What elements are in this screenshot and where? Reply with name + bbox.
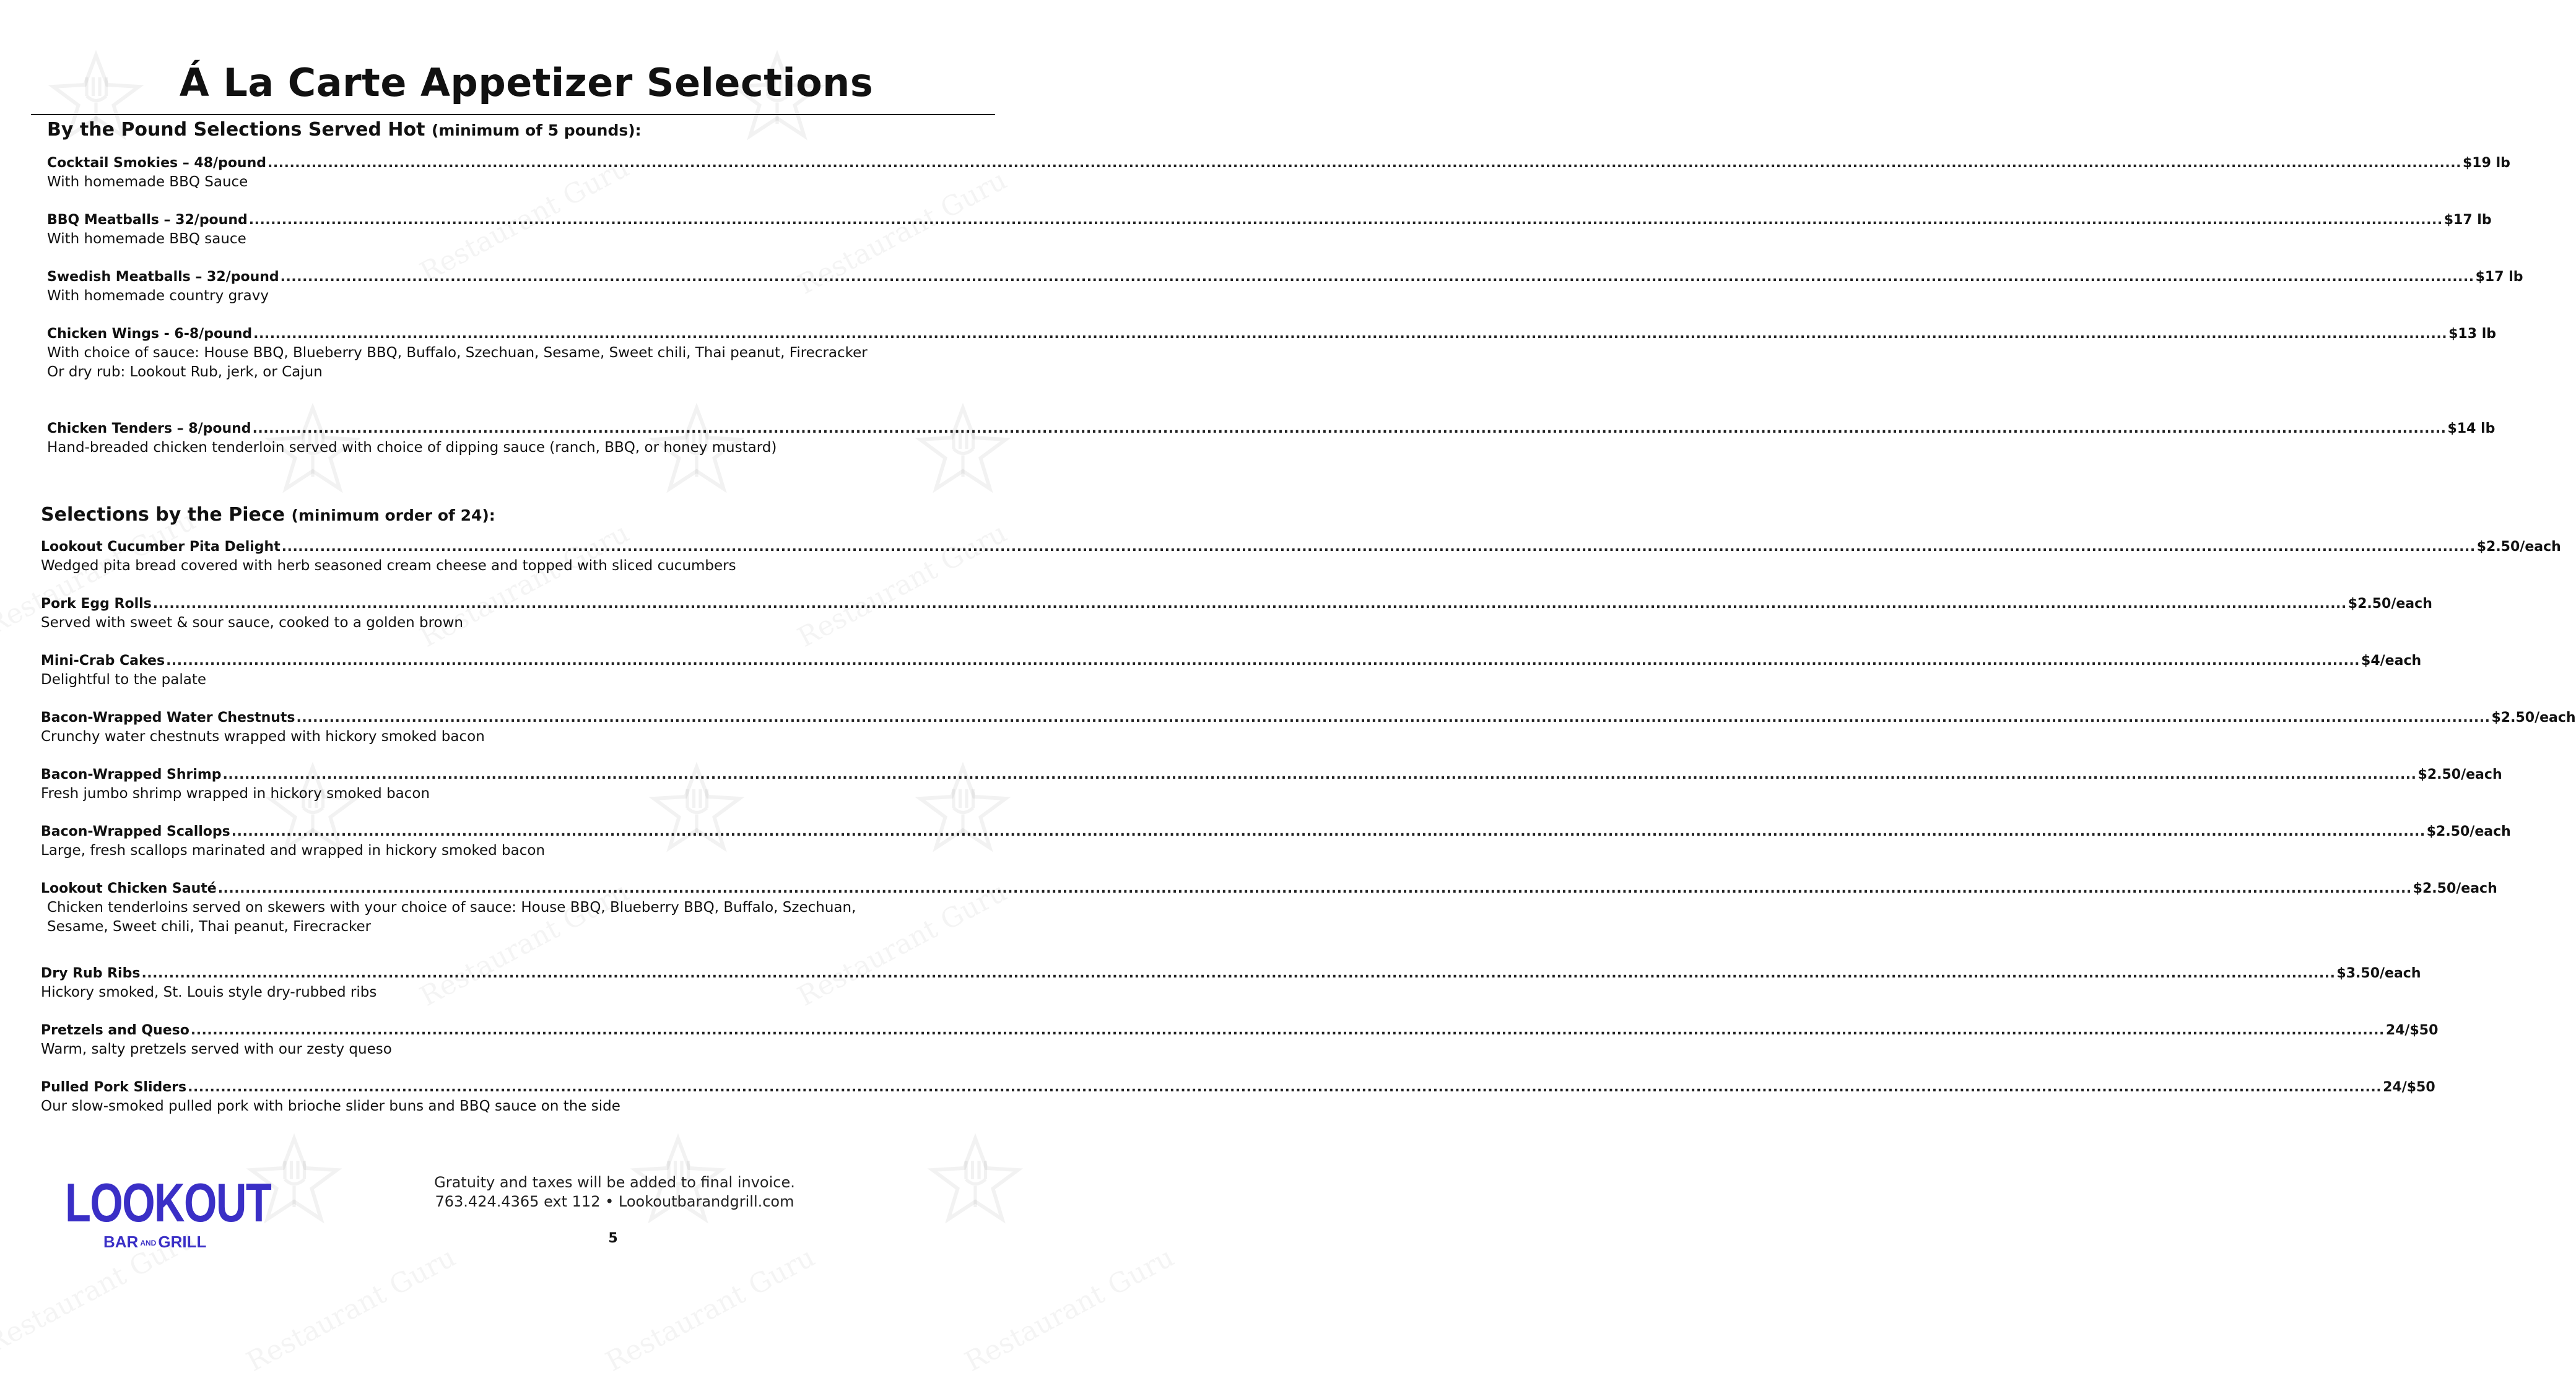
- menu-item-price: $2.50/each: [2491, 710, 2576, 726]
- menu-item-description: With homemade country gravy: [47, 288, 269, 304]
- menu-item-line: [41, 966, 2421, 984]
- menu-item-line: [41, 767, 2502, 786]
- section-heading-by-the-piece: [41, 504, 495, 526]
- section-heading-by-the-pound: [47, 119, 642, 141]
- watermark-text: [960, 1241, 1179, 1378]
- footer-invoice-note: Gratuity and taxes will be added to final invoice.: [434, 1174, 795, 1191]
- menu-item-description: Warm, salty pretzels served with our zesty queso: [41, 1041, 392, 1057]
- title-divider: [31, 114, 995, 115]
- menu-item-line: [41, 881, 2497, 899]
- menu-item-line: [41, 1023, 2439, 1041]
- menu-item-name: Lookout Cucumber Pita Delight: [41, 539, 281, 555]
- dot-leader: ................................................................................................................................................................................................................................................................................................................................................................................................................: [188, 1080, 2382, 1095]
- menu-item-name: Bacon-Wrapped Shrimp: [41, 767, 222, 782]
- menu-item-price: $14 lb: [2447, 421, 2496, 436]
- menu-item-price: 24/$50: [2383, 1080, 2435, 1095]
- footer-contact: 763.424.4365 ext 112 • Lookoutbarandgrill.com: [435, 1193, 794, 1210]
- menu-item-price: $2.50/each: [2413, 881, 2497, 896]
- menu-item-name: Swedish Meatballs – 32/pound: [47, 269, 279, 285]
- menu-item-line: [47, 269, 2523, 288]
- menu-item-line: [47, 212, 2492, 231]
- dot-leader: ................................................................................................................................................................................................................................................................................................................................................................................................................: [268, 155, 2461, 171]
- menu-item-name: Chicken Tenders – 8/pound: [47, 421, 251, 436]
- menu-item-description: With homemade BBQ Sauce: [47, 174, 248, 190]
- menu-item-name: Cocktail Smokies – 48/pound: [47, 155, 267, 171]
- section-heading-text: By the Pound Selections Served Hot: [47, 119, 425, 141]
- menu-item-price: $19 lb: [2462, 155, 2510, 171]
- dot-leader: ................................................................................................................................................................................................................................................................................................................................................................................................................: [248, 212, 2443, 228]
- menu-item-price: $2.50/each: [2348, 596, 2432, 612]
- menu-item-description: Our slow-smoked pulled pork with brioche slider buns and BBQ sauce on the side: [41, 1098, 620, 1114]
- logo-sub-grill: GRILL: [158, 1233, 207, 1251]
- fork-star-icon: [916, 402, 1009, 495]
- menu-item-line: [41, 710, 2576, 729]
- dot-leader: ................................................................................................................................................................................................................................................................................................................................................................................................................: [253, 326, 2448, 342]
- dot-leader: ................................................................................................................................................................................................................................................................................................................................................................................................................: [166, 653, 2361, 669]
- menu-item-description: Large, fresh scallops marinated and wrapped in hickory smoked bacon: [41, 843, 546, 859]
- menu-item-price: $3.50/each: [2336, 966, 2421, 981]
- section-heading-text: Selections by the Piece: [41, 504, 285, 526]
- menu-item-description: Chicken tenderloins served on skewers with your choice of sauce: House BBQ, Blueberry BBQ, Buffalo, Szechuan,: [47, 899, 856, 916]
- menu-item-line: [47, 326, 2496, 345]
- menu-item-name: BBQ Meatballs – 32/pound: [47, 212, 248, 228]
- logo-sub-and: AND: [140, 1239, 157, 1248]
- dot-leader: ................................................................................................................................................................................................................................................................................................................................................................................................................: [222, 767, 2417, 782]
- watermark-text: [601, 1241, 820, 1378]
- menu-item-name: Chicken Wings - 6-8/pound: [47, 326, 253, 342]
- menu-item-name: Pulled Pork Sliders: [41, 1080, 187, 1095]
- menu-item-name: Lookout Chicken Sauté: [41, 881, 217, 896]
- menu-item-line: [41, 539, 2561, 558]
- menu-item-line: [47, 421, 2496, 440]
- menu-item-description: Crunchy water chestnuts wrapped with hickory smoked bacon: [41, 729, 485, 745]
- menu-item-name: Dry Rub Ribs: [41, 966, 141, 981]
- menu-item-line: [47, 155, 2510, 174]
- menu-item-line: [41, 596, 2432, 615]
- menu-item-description: Wedged pita bread covered with herb seasoned cream cheese and topped with sliced cucumbers: [41, 558, 736, 574]
- menu-item-price: $2.50/each: [2426, 824, 2511, 839]
- watermark-text: [793, 517, 1012, 654]
- logo-wordmark: LOOKOUT: [65, 1172, 271, 1233]
- section-heading-note: (minimum of 5 pounds):: [431, 121, 642, 139]
- menu-item-description: With choice of sauce: House BBQ, Blueberry BBQ, Buffalo, Szechuan, Sesame, Sweet chili, Thai peanut, Firecracker: [47, 345, 868, 361]
- dot-leader: ................................................................................................................................................................................................................................................................................................................................................................................................................: [252, 421, 2447, 436]
- dot-leader: ................................................................................................................................................................................................................................................................................................................................................................................................................: [296, 710, 2491, 726]
- menu-item-price: $2.50/each: [2476, 539, 2561, 555]
- menu-item-name: Bacon-Wrapped Water Chestnuts: [41, 710, 295, 726]
- menu-item-line: [41, 1080, 2435, 1098]
- menu-item-description: Delightful to the palate: [41, 672, 207, 688]
- menu-item-description: With homemade BBQ sauce: [47, 231, 246, 247]
- fork-star-icon: [929, 1133, 1022, 1226]
- menu-item-name: Pork Egg Rolls: [41, 596, 152, 612]
- menu-item-price: 24/$50: [2385, 1023, 2439, 1038]
- menu-item-name: Bacon-Wrapped Scallops: [41, 824, 230, 839]
- menu-item-name: Mini-Crab Cakes: [41, 653, 165, 669]
- menu-item-description: Or dry rub: Lookout Rub, jerk, or Cajun: [47, 364, 323, 380]
- logo: [65, 1172, 271, 1251]
- dot-leader: ................................................................................................................................................................................................................................................................................................................................................................................................................: [152, 596, 2347, 612]
- page-title: Á La Carte Appetizer Selections: [179, 60, 874, 105]
- menu-item-description: Served with sweet & sour sauce, cooked to a golden brown: [41, 615, 463, 631]
- menu-item-description: Hickory smoked, St. Louis style dry-rubbed ribs: [41, 984, 377, 1000]
- menu-item-description: Sesame, Sweet chili, Thai peanut, Firecracker: [47, 919, 372, 935]
- dot-leader: ................................................................................................................................................................................................................................................................................................................................................................................................................: [280, 269, 2474, 285]
- dot-leader: ................................................................................................................................................................................................................................................................................................................................................................................................................: [141, 966, 2336, 981]
- menu-item-line: [41, 653, 2422, 672]
- section-heading-note: (minimum order of 24):: [291, 506, 495, 524]
- menu-item-price: $13 lb: [2448, 326, 2496, 342]
- menu-item-line: [41, 824, 2511, 843]
- dot-leader: ................................................................................................................................................................................................................................................................................................................................................................................................................: [217, 881, 2412, 896]
- page-number: 5: [608, 1231, 618, 1246]
- logo-subtitle: [103, 1233, 206, 1252]
- menu-item-description: Hand-breaded chicken tenderloin served with choice of dipping sauce (ranch, BBQ, or honey mustard): [47, 440, 777, 456]
- logo-sub-bar: BAR: [103, 1233, 139, 1251]
- menu-item-description: Fresh jumbo shrimp wrapped in hickory smoked bacon: [41, 786, 430, 802]
- menu-item-price: $17 lb: [2475, 269, 2523, 285]
- dot-leader: ................................................................................................................................................................................................................................................................................................................................................................................................................: [190, 1023, 2385, 1038]
- menu-item-price: $4/each: [2361, 653, 2422, 669]
- menu-item-price: $2.50/each: [2417, 767, 2502, 782]
- dot-leader: ................................................................................................................................................................................................................................................................................................................................................................................................................: [281, 539, 2476, 555]
- menu-item-price: $17 lb: [2443, 212, 2492, 228]
- dot-leader: ................................................................................................................................................................................................................................................................................................................................................................................................................: [231, 824, 2426, 839]
- watermark-text: [415, 517, 634, 654]
- menu-item-name: Pretzels and Queso: [41, 1023, 189, 1038]
- watermark-text: [242, 1241, 461, 1378]
